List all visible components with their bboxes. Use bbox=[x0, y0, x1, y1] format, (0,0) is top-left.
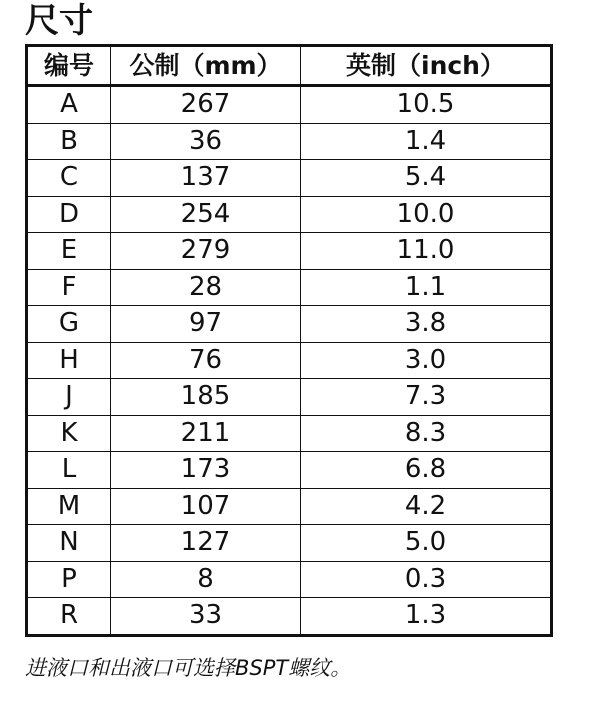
row-metric: 127 bbox=[111, 525, 301, 562]
row-code: K bbox=[27, 415, 111, 452]
table-row bbox=[27, 342, 552, 379]
row-code: L bbox=[27, 452, 111, 489]
row-code: R bbox=[27, 598, 111, 636]
row-metric: 28 bbox=[111, 269, 301, 306]
footnote: 进液口和出液口可选择BSPT螺纹。 bbox=[25, 656, 352, 680]
row-code: F bbox=[27, 269, 111, 306]
table-row bbox=[27, 379, 552, 416]
row-imperial: 5.4 bbox=[301, 160, 552, 197]
dimension-table bbox=[25, 44, 553, 637]
table-header-row bbox=[27, 46, 552, 86]
table-row bbox=[27, 123, 552, 160]
table-row bbox=[27, 269, 552, 306]
row-metric: 173 bbox=[111, 452, 301, 489]
table-row bbox=[27, 598, 552, 636]
table-row bbox=[27, 452, 552, 489]
row-imperial: 8.3 bbox=[301, 415, 552, 452]
row-metric: 76 bbox=[111, 342, 301, 379]
row-code: P bbox=[27, 561, 111, 598]
row-metric: 211 bbox=[111, 415, 301, 452]
row-code: M bbox=[27, 488, 111, 525]
row-imperial: 1.4 bbox=[301, 123, 552, 160]
row-code: B bbox=[27, 123, 111, 160]
row-imperial: 6.8 bbox=[301, 452, 552, 489]
table-row bbox=[27, 561, 552, 598]
row-imperial: 1.3 bbox=[301, 598, 552, 636]
row-imperial: 11.0 bbox=[301, 233, 552, 270]
table-row bbox=[27, 415, 552, 452]
row-imperial: 10.0 bbox=[301, 196, 552, 233]
table-row bbox=[27, 86, 552, 124]
row-code: E bbox=[27, 233, 111, 270]
row-imperial: 3.8 bbox=[301, 306, 552, 343]
row-code: H bbox=[27, 342, 111, 379]
row-metric: 97 bbox=[111, 306, 301, 343]
header-imperial: 英制（inch） bbox=[301, 46, 552, 86]
header-metric: 公制（mm） bbox=[111, 46, 301, 86]
row-code: A bbox=[27, 86, 111, 124]
row-code: C bbox=[27, 160, 111, 197]
page-title: 尺寸 bbox=[25, 1, 93, 41]
row-metric: 33 bbox=[111, 598, 301, 636]
row-metric: 137 bbox=[111, 160, 301, 197]
row-metric: 8 bbox=[111, 561, 301, 598]
row-metric: 254 bbox=[111, 196, 301, 233]
row-imperial: 0.3 bbox=[301, 561, 552, 598]
row-imperial: 7.3 bbox=[301, 379, 552, 416]
table-row bbox=[27, 525, 552, 562]
row-metric: 185 bbox=[111, 379, 301, 416]
row-code: D bbox=[27, 196, 111, 233]
table-row bbox=[27, 196, 552, 233]
row-metric: 107 bbox=[111, 488, 301, 525]
row-imperial: 5.0 bbox=[301, 525, 552, 562]
table-row bbox=[27, 488, 552, 525]
row-code: J bbox=[27, 379, 111, 416]
row-imperial: 10.5 bbox=[301, 86, 552, 124]
header-code: 编号 bbox=[27, 46, 111, 86]
row-imperial: 4.2 bbox=[301, 488, 552, 525]
row-imperial: 3.0 bbox=[301, 342, 552, 379]
row-code: G bbox=[27, 306, 111, 343]
table-row bbox=[27, 233, 552, 270]
row-metric: 279 bbox=[111, 233, 301, 270]
row-imperial: 1.1 bbox=[301, 269, 552, 306]
row-code: N bbox=[27, 525, 111, 562]
row-metric: 267 bbox=[111, 86, 301, 124]
table-row bbox=[27, 160, 552, 197]
row-metric: 36 bbox=[111, 123, 301, 160]
table-row bbox=[27, 306, 552, 343]
